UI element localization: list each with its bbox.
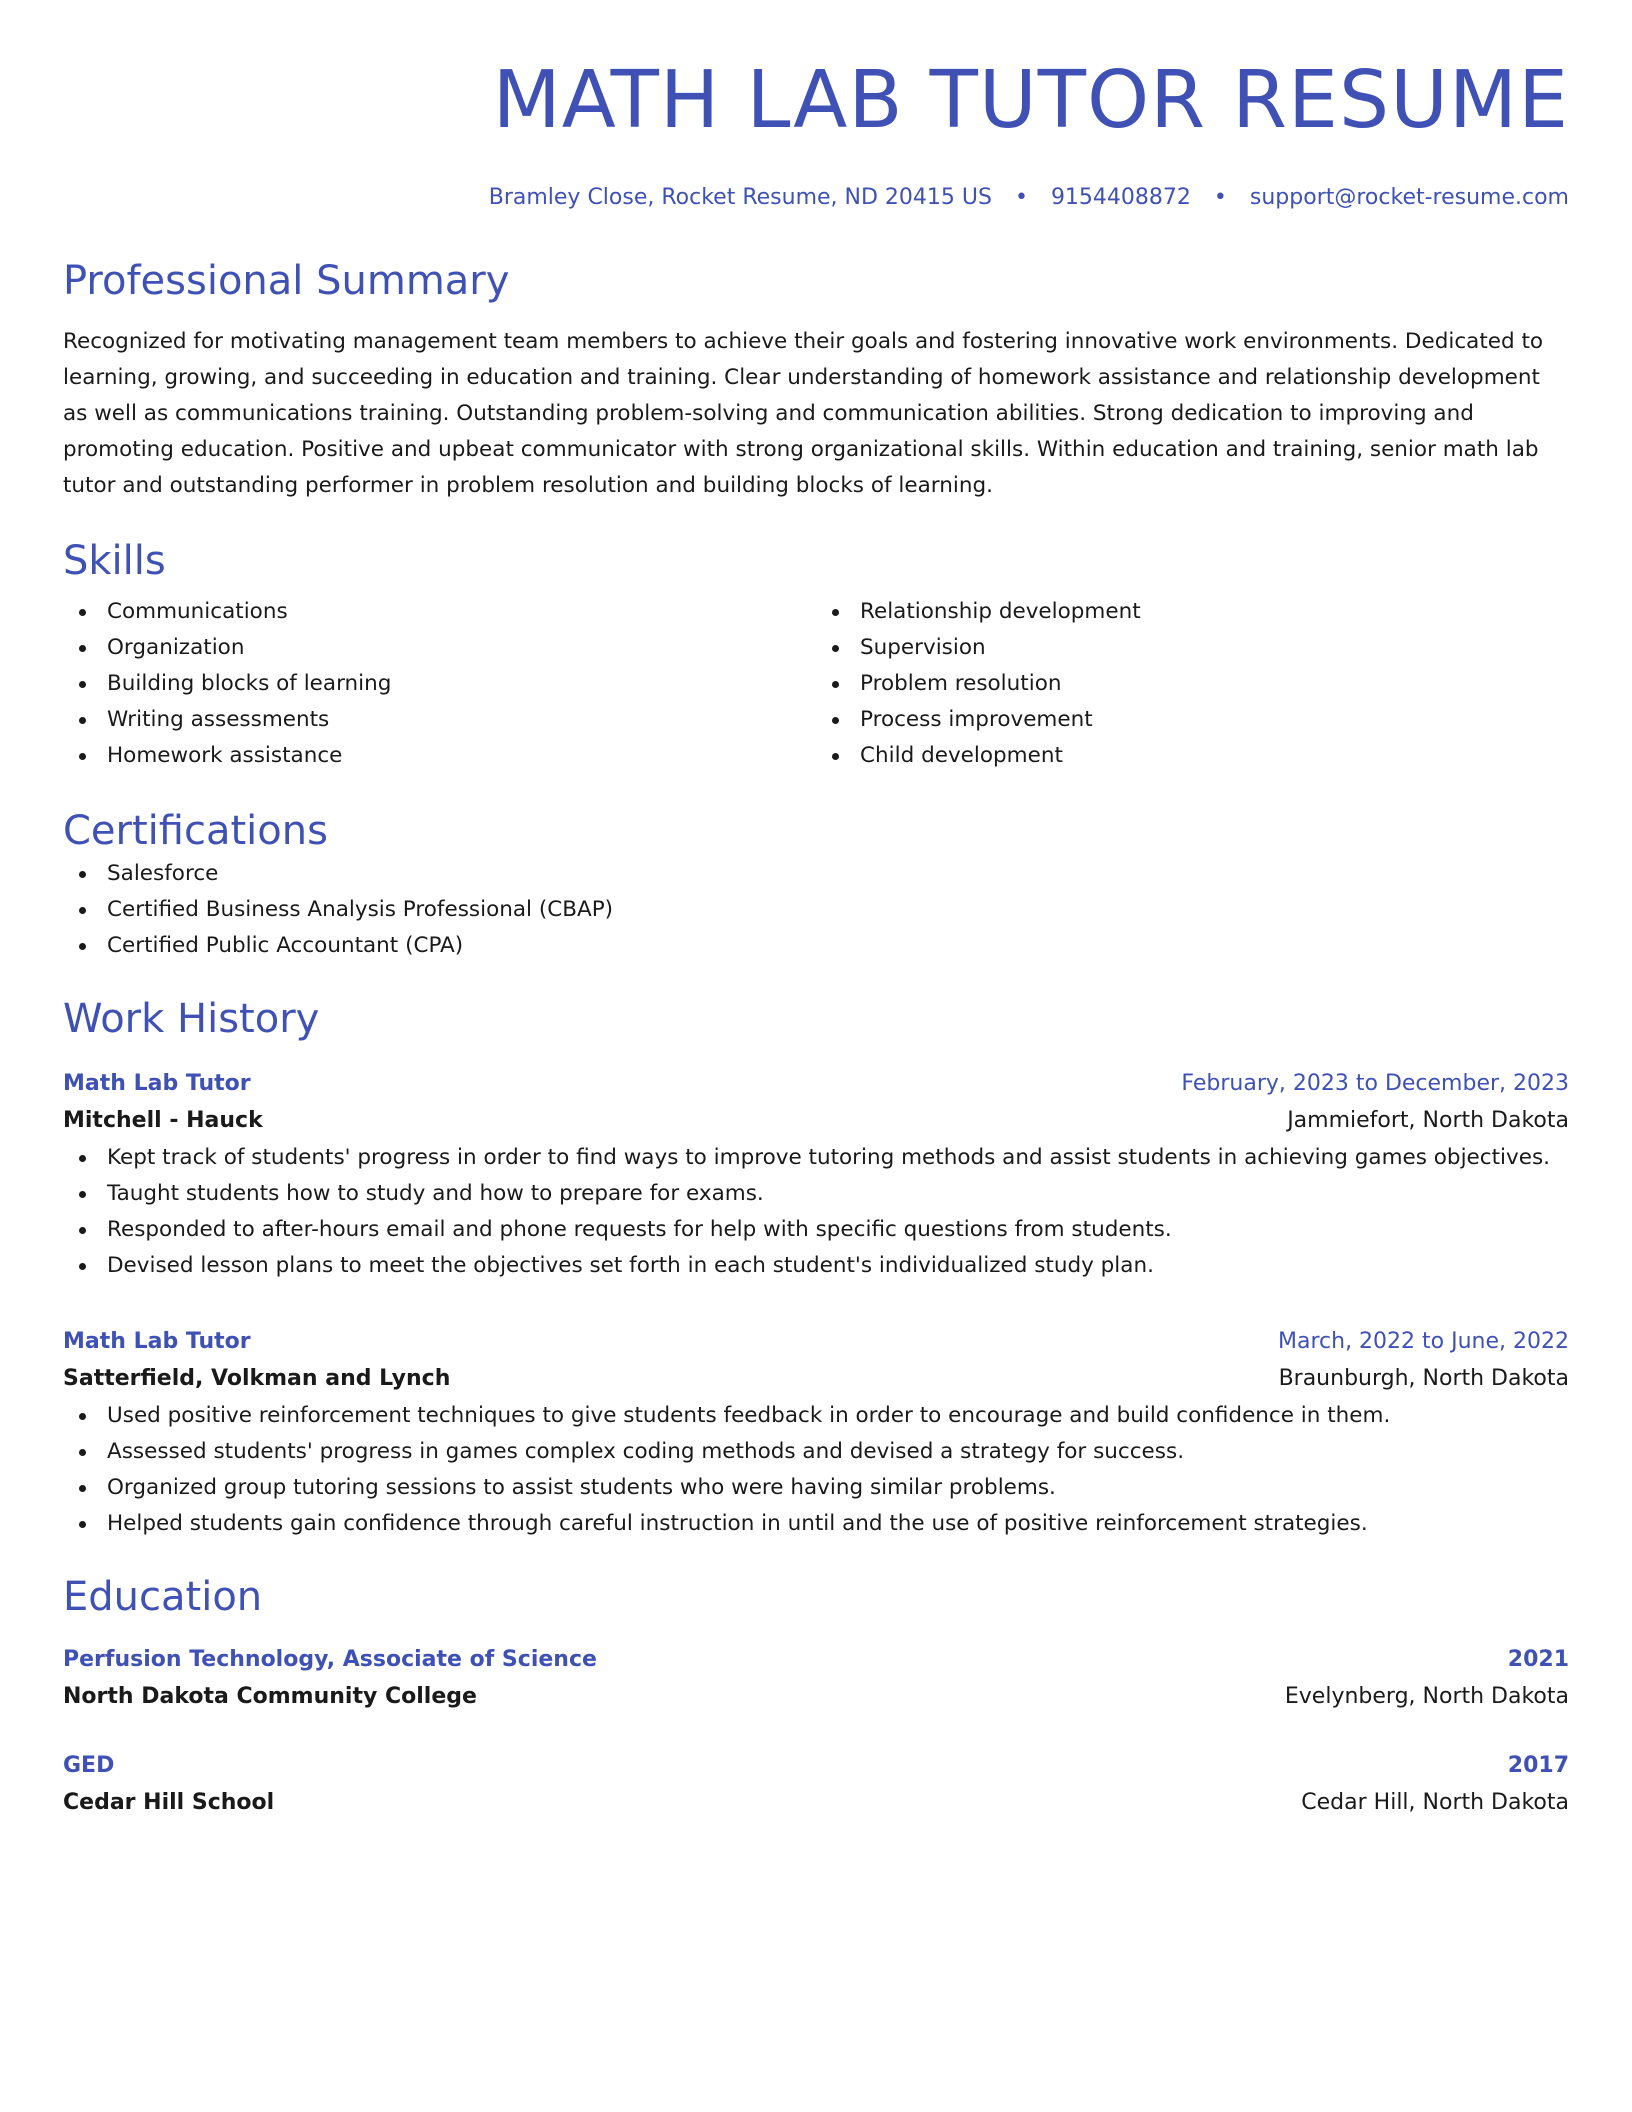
- job-bullet: [63, 1176, 1569, 1212]
- certification-label: Certified Business Analysis Professional (CBAP): [107, 897, 614, 922]
- job-bullet-text: Organized group tutoring sessions to assist students who were having similar problems.: [107, 1475, 1056, 1500]
- skill-item: [63, 702, 816, 738]
- job-header-row: [63, 1066, 1569, 1102]
- job-entry: [63, 1066, 1569, 1284]
- job-bullet-text: Responded to after-hours email and phone requests for help with specific questions from students.: [107, 1217, 1172, 1242]
- job-entry: [63, 1324, 1569, 1542]
- bullet-icon: [79, 907, 86, 914]
- skills-column-right: [816, 594, 1569, 774]
- job-bullet-text: Kept track of students' progress in order to find ways to improve tutoring methods and assist students in achieving games objectives.: [107, 1145, 1550, 1170]
- bullet-icon: [79, 943, 86, 950]
- education-location: Cedar Hill, North Dakota: [1301, 1790, 1569, 1815]
- skill-label: Process improvement: [860, 707, 1093, 732]
- job-bullet: [63, 1434, 1569, 1470]
- bullet-icon: [79, 1521, 86, 1528]
- bullet-icon: [79, 1155, 86, 1162]
- job-bullet-text: Devised lesson plans to meet the objectives set forth in each student's individualized study plan.: [107, 1253, 1154, 1278]
- skill-label: Writing assessments: [107, 707, 330, 732]
- summary-text: Recognized for motivating management team members to achieve their goals and fostering innovative work environments. Dedicated to learning, growing, and succeeding in education and training. Clear understanding of homework assistance and relationship development as well as communications training. Outstanding problem-solving and communication abilities. Strong dedication to improving and promoting education. Positive and upbeat communicator with strong organizational skills. Within education and training, senior math lab tutor and outstanding performer in problem resolution and building blocks of learning.: [63, 329, 1544, 498]
- skill-label: Child development: [860, 743, 1063, 768]
- job-location: Braunburgh, North Dakota: [1278, 1366, 1569, 1391]
- job-dates: March, 2022 to June, 2022: [1278, 1329, 1569, 1354]
- job-header-row: [63, 1324, 1569, 1360]
- education-header-row: [63, 1748, 1569, 1784]
- skill-label: Supervision: [860, 635, 986, 660]
- job-bullets: [63, 1140, 1569, 1284]
- work-history-heading: Work History: [63, 996, 320, 1042]
- job-bullet: [63, 1398, 1569, 1434]
- job-bullet: [63, 1248, 1569, 1284]
- job-bullet-text: Assessed students' progress in games complex coding methods and devised a strategy for success.: [107, 1439, 1185, 1464]
- skill-item: [816, 738, 1569, 774]
- skill-item: [816, 702, 1569, 738]
- contact-address: Bramley Close, Rocket Resume, ND 20415 US: [488, 185, 992, 210]
- job-employer: Satterfield, Volkman and Lynch: [63, 1366, 451, 1391]
- certifications-list: [63, 856, 1569, 964]
- skill-label: Communications: [107, 599, 288, 624]
- job-bullet: [63, 1140, 1569, 1176]
- education-heading: Education: [63, 1574, 263, 1620]
- skill-label: Homework assistance: [107, 743, 343, 768]
- bullet-icon: [79, 1227, 86, 1234]
- skill-item: [63, 666, 816, 702]
- education-school-row: [63, 1784, 1569, 1822]
- skill-label: Problem resolution: [860, 671, 1062, 696]
- bullet-icon: [79, 645, 86, 652]
- certifications-heading: Certifications: [63, 808, 328, 854]
- job-dates: February, 2023 to December, 2023: [1181, 1071, 1569, 1096]
- certification-item: [63, 856, 1569, 892]
- skill-item: [63, 594, 816, 630]
- skill-item: [816, 594, 1569, 630]
- skills-grid: [63, 594, 1569, 774]
- bullet-icon: [79, 1413, 86, 1420]
- bullet-icon: [79, 1263, 86, 1270]
- certification-item: [63, 928, 1569, 964]
- bullet-icon: [79, 609, 86, 616]
- skill-label: Relationship development: [860, 599, 1141, 624]
- skill-item: [816, 630, 1569, 666]
- resume-header: [63, 52, 1569, 212]
- skill-item: [816, 666, 1569, 702]
- contact-separator: •: [1213, 185, 1227, 210]
- contact-separator: •: [1014, 185, 1028, 210]
- job-bullet: [63, 1506, 1569, 1542]
- education-degree: GED: [63, 1753, 115, 1778]
- skills-column-left: [63, 594, 816, 774]
- bullet-icon: [79, 717, 86, 724]
- education-school: Cedar Hill School: [63, 1790, 275, 1815]
- bullet-icon: [832, 717, 839, 724]
- contact-phone[interactable]: 9154408872: [1050, 185, 1191, 210]
- bullet-icon: [79, 871, 86, 878]
- job-title: Math Lab Tutor: [63, 1329, 251, 1354]
- bullet-icon: [79, 1191, 86, 1198]
- skills-list-right: [816, 594, 1569, 774]
- job-title: Math Lab Tutor: [63, 1071, 251, 1096]
- education-year: 2021: [1507, 1647, 1569, 1672]
- bullet-icon: [79, 681, 86, 688]
- skill-item: [63, 738, 816, 774]
- bullet-icon: [79, 1485, 86, 1492]
- job-employer-row: [63, 1360, 1569, 1398]
- skills-heading: Skills: [63, 538, 166, 584]
- job-employer: Mitchell - Hauck: [63, 1108, 263, 1133]
- job-employer-row: [63, 1102, 1569, 1140]
- education-year: 2017: [1507, 1753, 1569, 1778]
- resume-name: MATH LAB TUTOR RESUME: [492, 54, 1569, 146]
- contact-email[interactable]: support@rocket-resume.com: [1249, 185, 1569, 210]
- education-entry: [63, 1748, 1569, 1822]
- bullet-icon: [832, 645, 839, 652]
- job-bullet: [63, 1212, 1569, 1248]
- job-bullet-text: Taught students how to study and how to prepare for exams.: [107, 1181, 764, 1206]
- education-school: North Dakota Community College: [63, 1684, 477, 1709]
- bullet-icon: [832, 753, 839, 760]
- certification-label: Certified Public Accountant (CPA): [107, 933, 464, 958]
- job-bullet-text: Used positive reinforcement techniques to give students feedback in order to encourage and build confidence in them.: [107, 1403, 1391, 1428]
- job-bullets: [63, 1398, 1569, 1542]
- skill-label: Building blocks of learning: [107, 671, 392, 696]
- education-entry: [63, 1642, 1569, 1716]
- certification-item: [63, 892, 1569, 928]
- summary-heading: Professional Summary: [63, 258, 510, 304]
- bullet-icon: [832, 681, 839, 688]
- education-location: Evelynberg, North Dakota: [1284, 1684, 1569, 1709]
- bullet-icon: [79, 1449, 86, 1456]
- bullet-icon: [832, 609, 839, 616]
- contact-line: [63, 184, 1569, 212]
- job-bullet: [63, 1470, 1569, 1506]
- skills-list-left: [63, 594, 816, 774]
- skill-label: Organization: [107, 635, 245, 660]
- job-location: Jammiefort, North Dakota: [1287, 1108, 1569, 1133]
- bullet-icon: [79, 753, 86, 760]
- education-header-row: [63, 1642, 1569, 1678]
- job-bullet-text: Helped students gain confidence through careful instruction in until and the use of positive reinforcement strategies.: [107, 1511, 1368, 1536]
- certification-label: Salesforce: [107, 861, 219, 886]
- education-school-row: [63, 1678, 1569, 1716]
- skill-item: [63, 630, 816, 666]
- education-degree: Perfusion Technology, Associate of Science: [63, 1647, 597, 1672]
